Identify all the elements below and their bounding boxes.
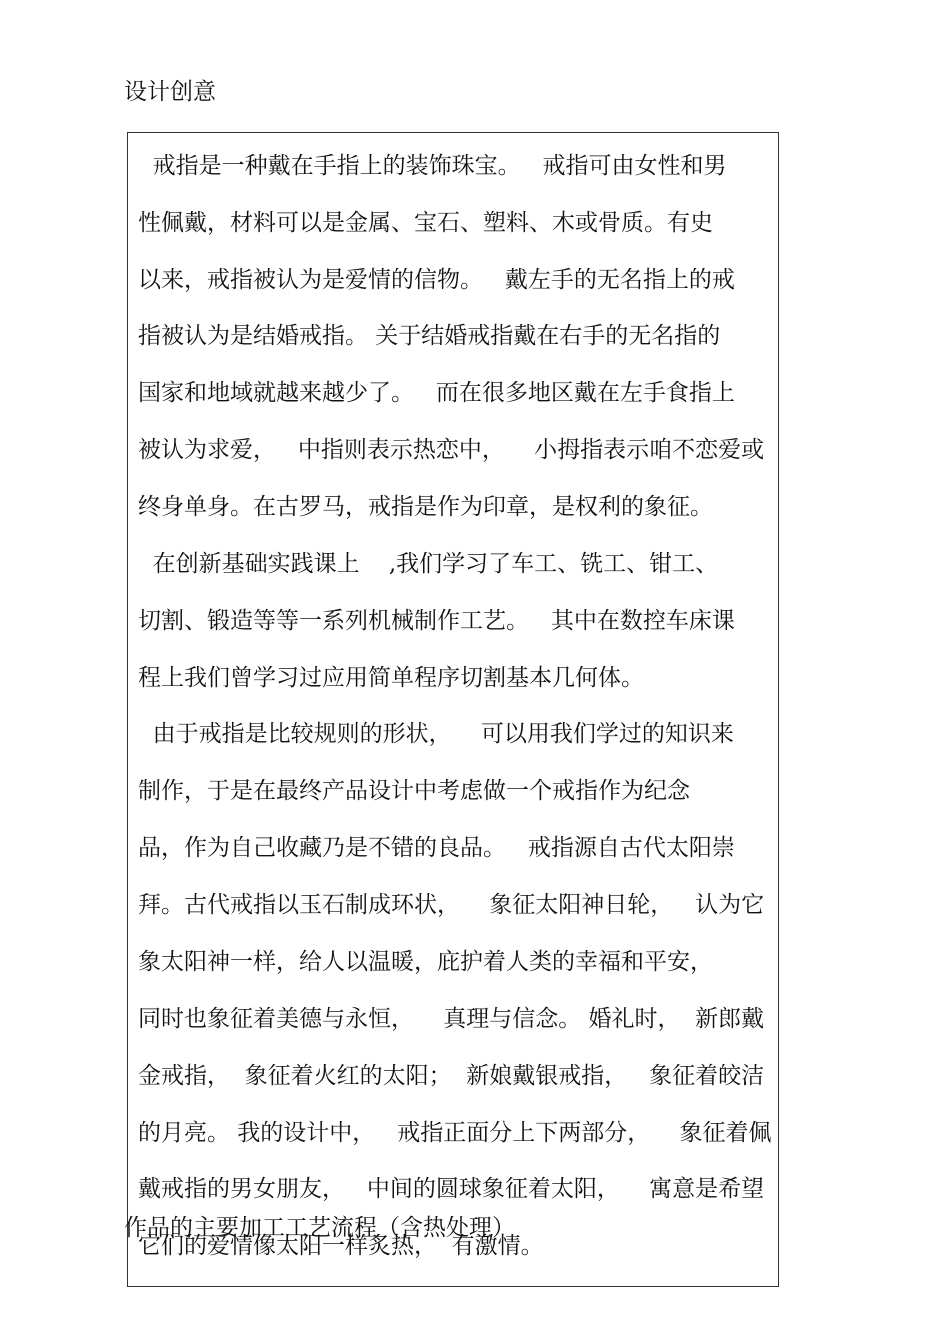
text-line: 终身单身。在古罗马，戒指是作为印章，是权利的象征。 xyxy=(138,494,713,520)
text-line: 戒指是一种戴在手指上的装饰珠宝。 戒指可由女性和男 xyxy=(138,153,727,179)
text-line: 由于戒指是比较规则的形状， 可以用我们学过的知识来 xyxy=(138,721,734,747)
text-line: 品，作为自己收藏乃是不错的良品。 戒指源自古代太阳崇 xyxy=(138,835,735,861)
text-line: 国家和地域就越来越少了。 而在很多地区戴在左手食指上 xyxy=(138,380,735,406)
text-line: 制作，于是在最终产品设计中考虑做一个戒指作为纪念 xyxy=(138,778,690,804)
text-line: 金戒指， 象征着火红的太阳； 新娘戴银戒指， 象征着皎洁 xyxy=(138,1063,765,1089)
text-line: 同时也象征着美德与永恒， 真理与信念。 婚礼时， 新郎戴 xyxy=(138,1006,765,1032)
section-heading: 设计创意 xyxy=(124,79,216,105)
text-line: 在创新基础实践课上 ,我们学习了车工、铣工、钳工、 xyxy=(138,551,719,577)
text-line: 程上我们曾学习过应用简单程序切割基本几何体。 xyxy=(138,665,644,691)
text-line: 拜。古代戒指以玉石制成环状， 象征太阳神日轮， 认为它 xyxy=(138,892,765,918)
text-line: 指被认为是结婚戒指。 关于结婚戒指戴在右手的无名指的 xyxy=(138,323,721,349)
text-line: 它们的爱情像太阳一样炙热， 有激情。 xyxy=(138,1233,544,1259)
text-line: 象太阳神一样，给人以温暖，庇护着人类的幸福和平安， xyxy=(138,949,713,975)
overlay-caption: 作品的主要加工工艺流程（含热处理） xyxy=(124,1215,515,1241)
content-box xyxy=(127,132,779,1287)
text-line: 性佩戴，材料可以是金属、宝石、塑料、木或骨质。有史 xyxy=(138,210,713,236)
text-line: 被认为求爱， 中指则表示热恋中， 小拇指表示咱不恋爱或 xyxy=(138,437,765,463)
text-line: 的月亮。 我的设计中， 戒指正面分上下两部分， 象征着佩 xyxy=(138,1120,772,1146)
text-line: 戴戒指的男女朋友， 中间的圆球象征着太阳， 寓意是希望 xyxy=(138,1176,765,1202)
text-line: 切割、锻造等等一系列机械制作工艺。 其中在数控车床课 xyxy=(138,608,735,634)
text-line: 以来，戒指被认为是爱情的信物。 戴左手的无名指上的戒 xyxy=(138,267,735,293)
